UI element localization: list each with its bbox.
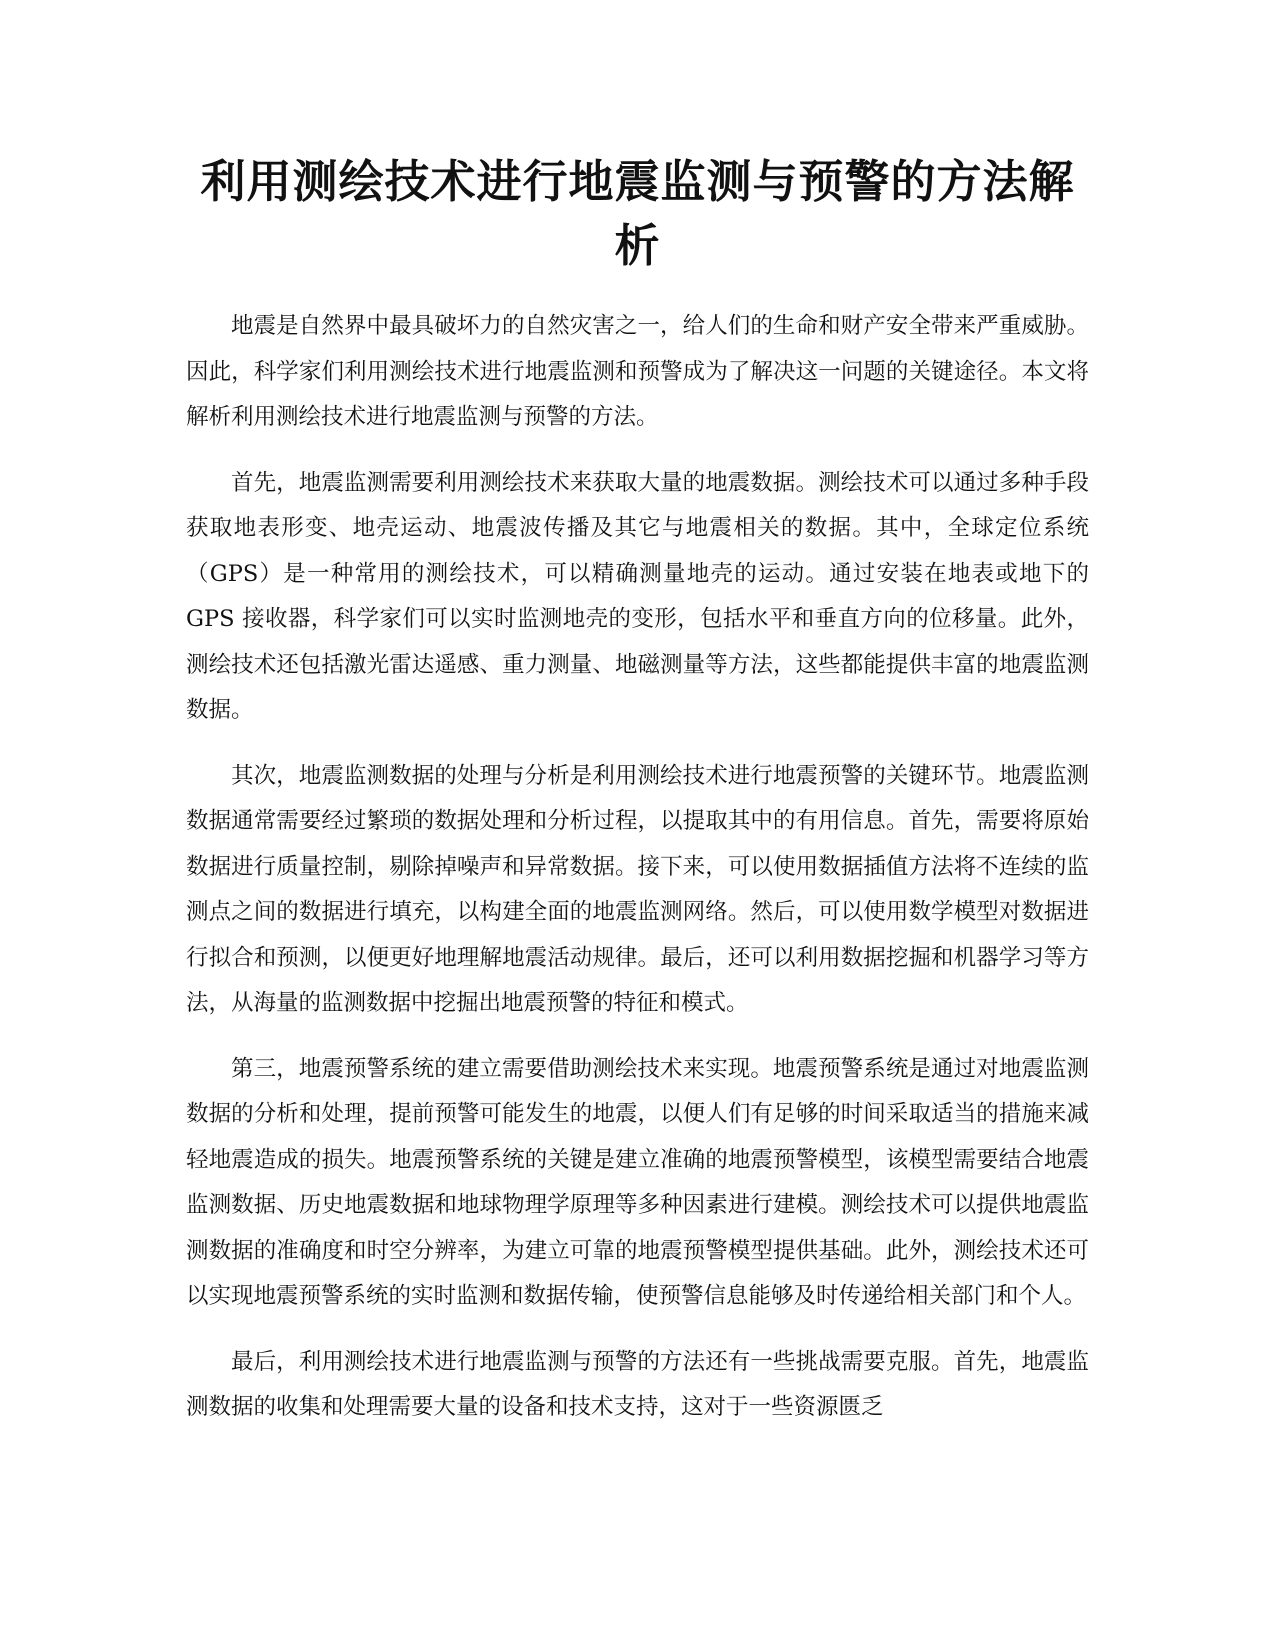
paragraph-data-processing: 其次，地震监测数据的处理与分析是利用测绘技术进行地震预警的关键环节。地震监测数据通常需要经过繁琐的数据处理和分析过程，以提取其中的有用信息。首先，需要将原始数据进行质量控制，剔除掉噪声和异常数据。接下来，可以使用数据插值方法将不连续的监测点之间的数据进行填充，以构建全面的地震监测网络。然后，可以使用数学模型对数据进行拟合和预测，以便更好地理解地震活动规律。最后，还可以利用数据挖掘和机器学习等方法，从海量的监测数据中挖掘出地震预警的特征和模式。 [186, 762, 1089, 1016]
paragraph-challenges: 最后，利用测绘技术进行地震监测与预警的方法还有一些挑战需要克服。首先，地震监测数据的收集和处理需要大量的设备和技术支持，这对于一些资源匮乏 [186, 1348, 1089, 1420]
paragraph-data-acquisition: 首先，地震监测需要利用测绘技术来获取大量的地震数据。测绘技术可以通过多种手段获取地表形变、地壳运动、地震波传播及其它与地震相关的数据。其中，全球定位系统（GPS）是一种常用的测绘技术，可以精确测量地壳的运动。通过安装在地表或地下的 GPS 接收器，科学家们可以实时监测地壳的变形，包括水平和垂直方向的位移量。此外，测绘技术还包括激光雷达遥感、重力测量、地磁测量等方法，这些都能提供丰富的地震监测数据。 [186, 469, 1089, 723]
paragraph-intro: 地震是自然界中最具破坏力的自然灾害之一，给人们的生命和财产安全带来严重威胁。因此，科学家们利用测绘技术进行地震监测和预警成为了解决这一问题的关键途径。本文将解析利用测绘技术进行地震监测与预警的方法。 [186, 313, 1089, 430]
document-title: 利用测绘技术进行地震监测与预警的方法解析 [200, 155, 1075, 272]
document-body [186, 150, 1089, 1451]
paragraph-warning-system: 第三，地震预警系统的建立需要借助测绘技术来实现。地震预警系统是通过对地震监测数据的分析和处理，提前预警可能发生的地震，以便人们有足够的时间采取适当的措施来减轻地震造成的损失。地震预警系统的关键是建立准确的地震预警模型，该模型需要结合地震监测数据、历史地震数据和地球物理学原理等多种因素进行建模。测绘技术可以提供地震监测数据的准确度和时空分辨率，为建立可靠的地震预警模型提供基础。此外，测绘技术还可以实现地震预警系统的实时监测和数据传输，使预警信息能够及时传递给相关部门和个人。 [186, 1055, 1089, 1309]
